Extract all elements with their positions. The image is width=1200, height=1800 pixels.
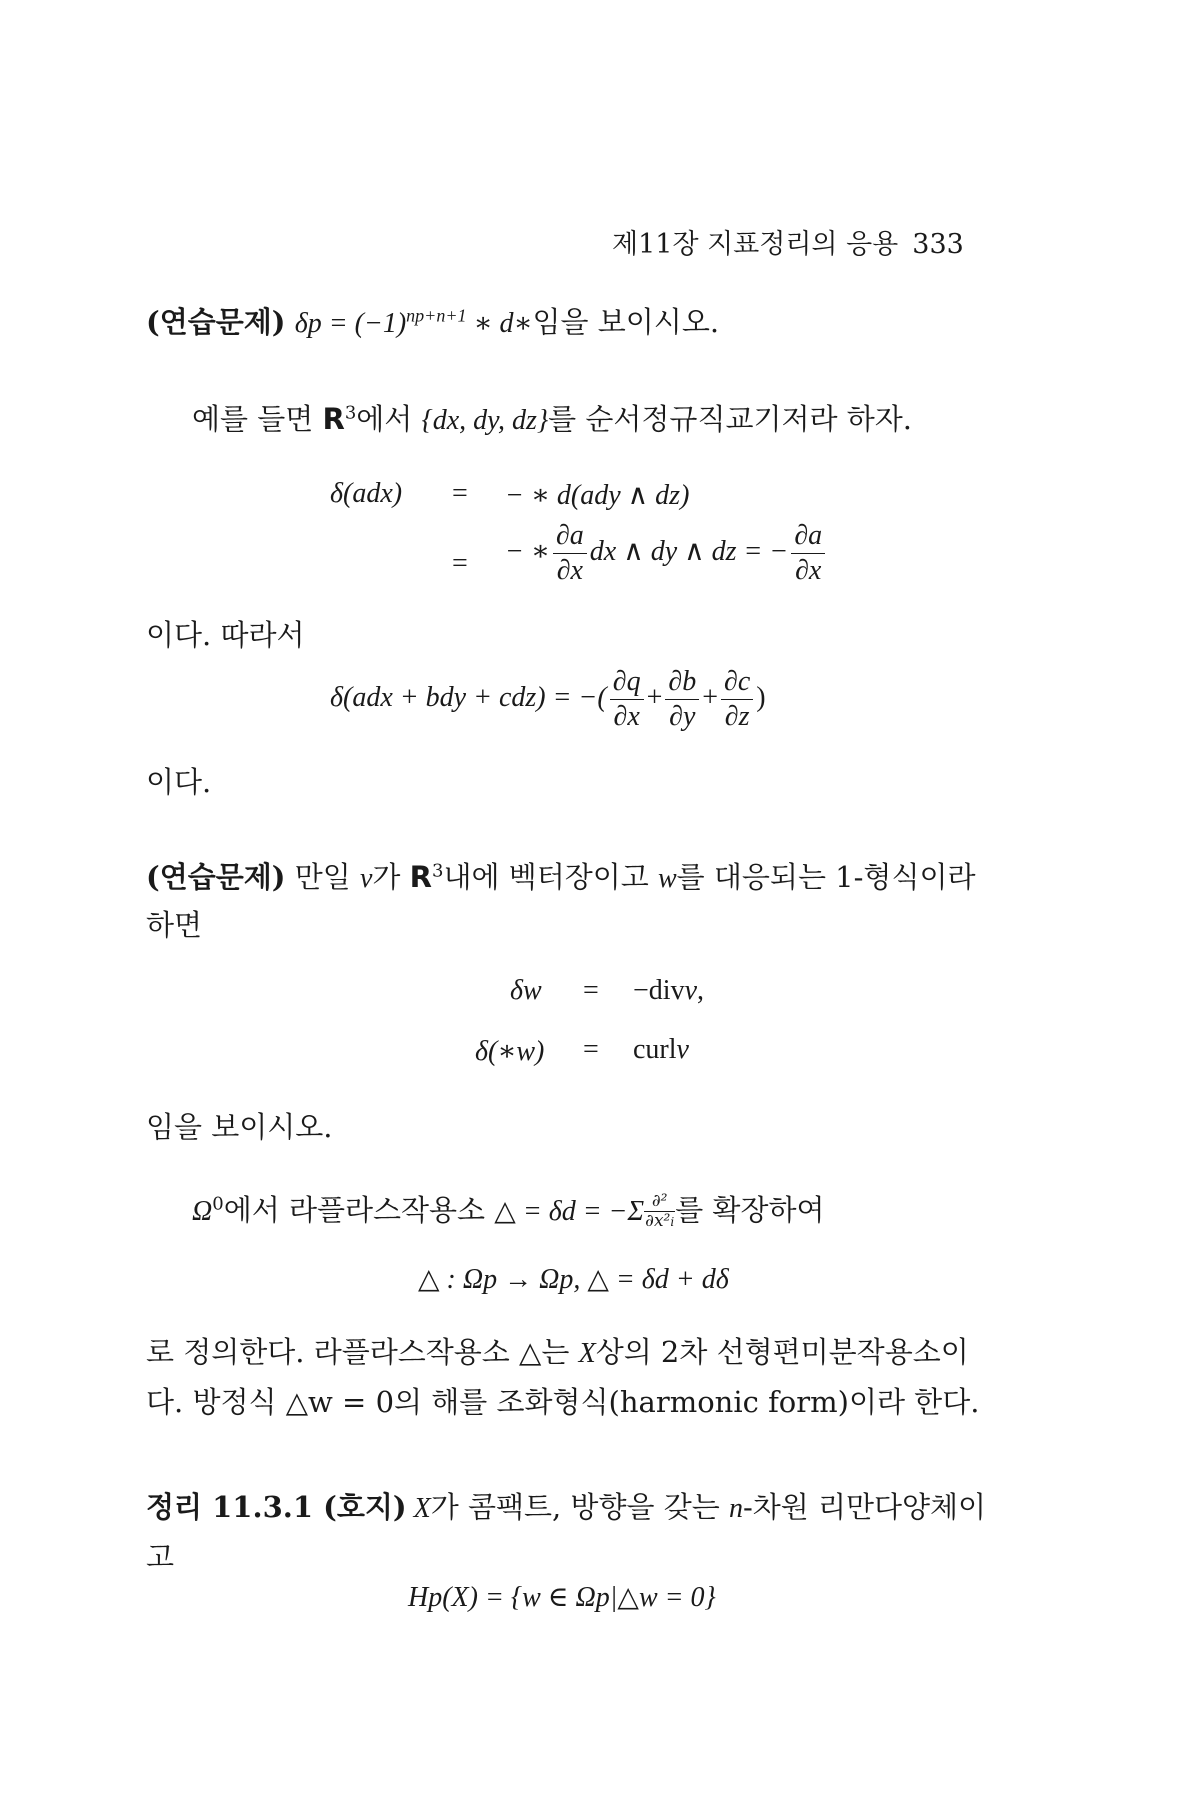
equation-3-equals-2: =: [583, 1034, 599, 1065]
definition-line-1: 로 정의한다. 라플라스작용소 △는 X상의 2차 선형편미분작용소이: [146, 1335, 969, 1369]
running-header: [612, 222, 964, 261]
equation-1-line-1: δ(adx): [330, 478, 403, 509]
equation-3-rhs-2: curlv: [633, 1034, 689, 1065]
exercise-2-line-2: 하면: [146, 908, 203, 942]
laplace-line: $\Omega^0$에서 라플라스작용소 △ = δd = −Σ ∂² ∂x²i 를 확장하여: [192, 1191, 825, 1232]
exercise-label: (연습문제): [146, 305, 286, 339]
exercise-1-tail: 임을 보이시오.: [532, 305, 720, 339]
equation-3-rhs-1: −divv,: [633, 975, 705, 1006]
theorem-line-1: 정리 11.3.1 (호지) X가 콤팩트, 방향을 갖는 n-차원 리만다양체이: [146, 1490, 987, 1524]
equation-5: Hp(X) = {w ∈ Ωp|△w = 0}: [408, 1582, 716, 1613]
basis-set: {dx, dy, dz}: [421, 405, 549, 436]
chapter-title: 제11장 지표정리의 응용: [612, 229, 899, 260]
equation-2: δ(adx + bdy + cdz) = −( $\frac{\partial q}{\partial x}$ + $\frac{\partial b}{\partial y}$ + $\frac{\partial c}{\partial z}$ ): [330, 666, 766, 733]
equation-1-rhs-1: − ∗ d(ady ∧ dz): [505, 480, 690, 511]
example-line: 예를 들면 $R^3$에서 {dx, dy, dz}를 순서정규직교기저라 하자.: [192, 402, 912, 436]
page-number: 333: [912, 229, 964, 260]
definition-line-2: 다. 방정식 △w = 0의 해를 조화형식(harmonic form)이라 한다.: [146, 1385, 980, 1419]
equation-3-lhs-1: δw: [510, 975, 542, 1006]
equation-4: △ : Ωp → Ωp, △ = δd + dδ: [418, 1264, 729, 1295]
theorem-label: 정리 11.3.1 (호지): [146, 1490, 407, 1524]
equation-3-equals-1: =: [583, 975, 599, 1006]
real-space-symbol: R: [322, 402, 345, 436]
equation-3-lhs-2: δ(∗w): [475, 1036, 545, 1067]
equation-1-rhs-2: − ∗ $\frac{\partial a}{\partial x}$ dx ∧ dy ∧ dz = − $\frac{\partial a}{\partial x}$: [505, 520, 828, 587]
exercise-1: [146, 305, 719, 341]
therefore-text: 이다. 따라서: [146, 618, 305, 652]
ida-text: 이다.: [146, 765, 212, 799]
equation-1-equals-1: =: [452, 478, 468, 509]
exercise-2-line-1: (연습문제) 만일 v가 $R^3$내에 벡터장이고 w를 대응되는 1-형식이라: [146, 860, 976, 894]
theorem-line-2: 고: [146, 1540, 175, 1574]
exercise-1-formula: $\delta p = (-1)^{np+n+1}$ ∗ d∗: [294, 305, 533, 339]
real-space-symbol-2: R: [409, 860, 432, 894]
show-text: 임을 보이시오.: [146, 1110, 333, 1144]
equation-1-equals-2: =: [452, 548, 468, 579]
